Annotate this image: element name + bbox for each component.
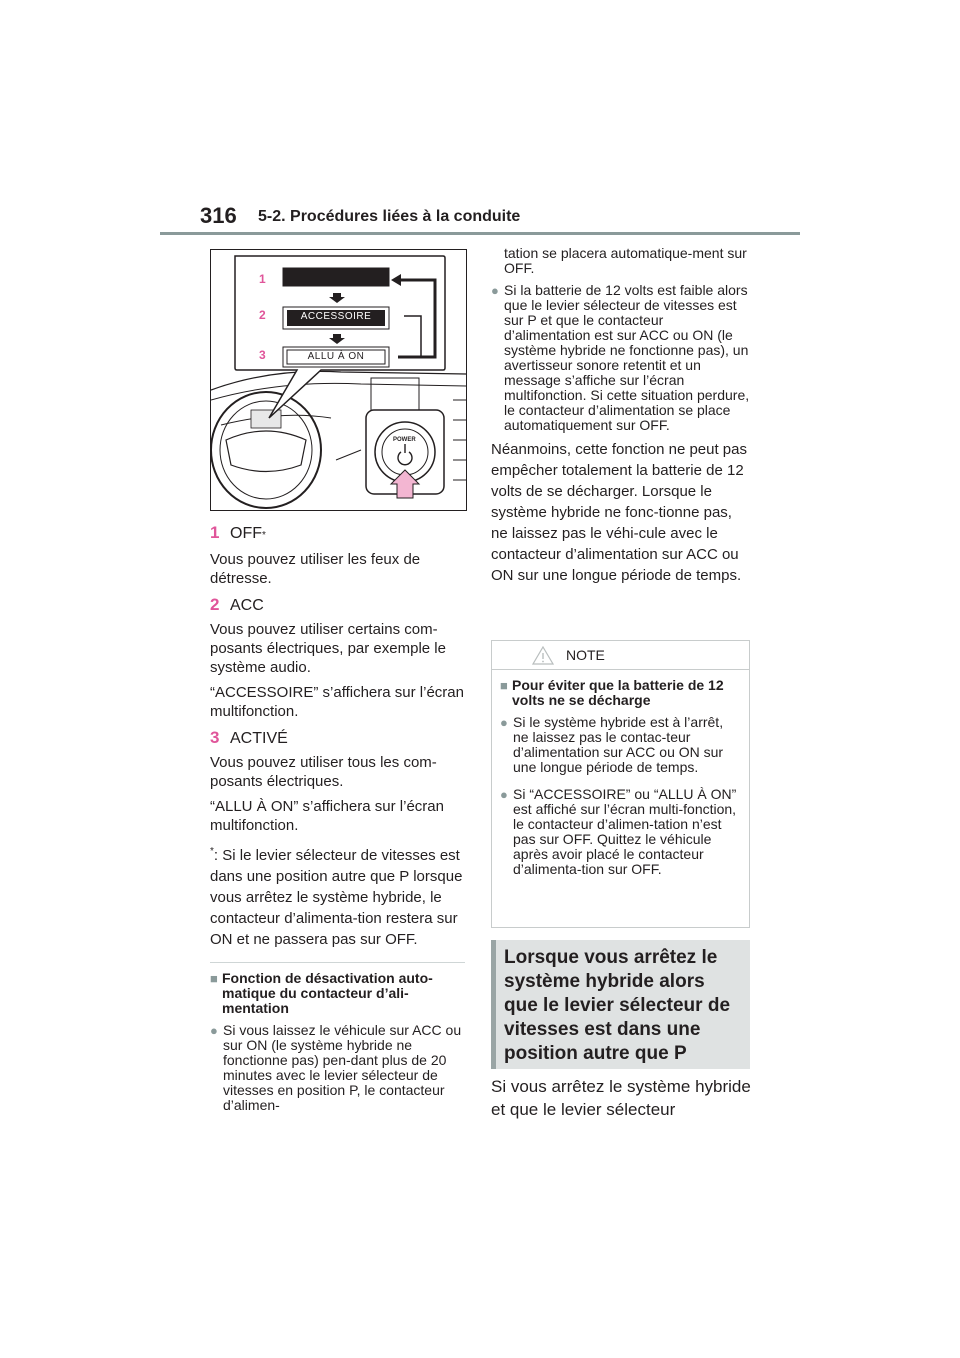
- footnote-mark: *: [210, 846, 214, 857]
- item-description: Vous pouvez utiliser certains com-posants électriques, par exemple le système audio.: [210, 621, 446, 676]
- footnote: [210, 841, 465, 950]
- item-title: OFF: [230, 525, 262, 542]
- auto-off-bullet-1-continued: [491, 246, 751, 276]
- right-column: [491, 246, 751, 601]
- display-allu-a-on: ALLU À ON: [307, 351, 365, 362]
- auto-off-heading: [210, 971, 465, 1016]
- section-heading-box: [491, 940, 750, 1069]
- figure-label-3: 3: [259, 348, 266, 362]
- item-description: Vous pouvez utiliser tous les com-posants électriques.: [210, 754, 437, 790]
- square-bullet-icon: ■: [500, 678, 508, 693]
- item-2: [210, 596, 465, 614]
- note-heading-text: Pour éviter que la batterie de 12 volts ne se décharge: [512, 677, 724, 708]
- section-title: 5-2. Procédures liées à la conduite: [258, 208, 521, 225]
- note-box: [491, 640, 750, 928]
- warning-triangle-icon: [532, 646, 554, 665]
- item-description: “ALLU À ON” s’affichera sur l’écran multifonction.: [210, 798, 444, 834]
- dashboard-drawing: [211, 250, 467, 511]
- circle-bullet-icon: ●: [500, 715, 508, 730]
- power-switch-illustration: [210, 249, 467, 511]
- auto-off-paragraph: Néanmoins, cette fonction ne peut pas empêcher totalement la batterie de 12 volts de se décharger. Lorsque le système hybride ne fonc-tionne pas, ne laissez pas le véhi-cule avec le contacteur d’alimentation sur ACC ou ON sur une longue période de temps.: [491, 441, 747, 584]
- item-3: [210, 729, 465, 747]
- display-accessoire: ACCESSOIRE: [300, 311, 372, 322]
- item-title: ACC: [230, 597, 264, 614]
- bullet-text: Si la batterie de 12 volts est faible alors que le levier sélecteur de vitesses est sur P et que le contacteur d’alimentation est sur ACC ou ON (le système hybride ne fonctionne pas), un avertisseur sonore retentit et un message s’affiche sur l’écran multifonction. Si cette situation perdure, le contacteur d’alimentation se place automatiquement sur OFF.: [504, 282, 750, 433]
- figure-label-2: 2: [259, 308, 266, 322]
- auto-off-bullet-1: [210, 1023, 465, 1113]
- bullet-text: Si “ACCESSOIRE” ou “ALLU À ON” est affiché sur l’écran multi-fonction, le contacteur d’alimen-tation n’est pas sur OFF. Quittez le véhicule après avoir placé le contacteur d’alimenta-tion sur OFF.: [513, 786, 737, 877]
- circle-bullet-icon: ●: [500, 787, 508, 802]
- auto-off-bullet-2: [491, 283, 751, 433]
- section-heading-text: Lorsque vous arrêtez le système hybride alors que le levier sélecteur de vitesses est dans une position autre que P: [504, 947, 731, 1064]
- note-header: [492, 641, 749, 670]
- item-description: Vous pouvez utiliser les feux de détresse.: [210, 551, 421, 587]
- square-bullet-icon: ■: [210, 971, 218, 986]
- power-button-label: POWER: [393, 437, 416, 443]
- item-number: 1: [210, 523, 220, 542]
- bullet-text: Si le système hybride est à l’arrêt, ne laissez pas le contac-teur d’alimentation sur ACC ou ON sur une longue période de temps.: [513, 714, 724, 775]
- footnote-mark: *: [262, 530, 266, 541]
- circle-bullet-icon: ●: [491, 283, 499, 298]
- bullet-text: tation se placera automatique-ment sur OFF.: [504, 245, 747, 276]
- note-bullet: [500, 715, 739, 775]
- auto-off-heading-text: Fonction de désactivation auto-matique du contacteur d’ali-mentation: [222, 970, 433, 1016]
- subsection-rule: [210, 962, 465, 963]
- footnote-text: : Si le levier sélecteur de vitesses est dans une position autre que P lorsque vous arrêtez le système hybride, le contacteur d’alimenta-tion restera sur ON et ne passera pas sur OFF.: [210, 847, 463, 948]
- item-description: “ACCESSOIRE” s’affichera sur l’écran multifonction.: [210, 684, 464, 720]
- item-1: [210, 524, 465, 544]
- item-number: 3: [210, 728, 220, 747]
- circle-bullet-icon: ●: [210, 1023, 218, 1038]
- bullet-text: Si vous laissez le véhicule sur ACC ou sur ON (le système hybride ne fonctionne pas) pen-dant plus de 20 minutes avec le levier sélecteur de vitesses en position P, le contacteur d’alimen-: [223, 1022, 462, 1113]
- closing-paragraph: Si vous arrêtez le système hybride et que le levier sélecteur: [491, 1077, 751, 1119]
- header-rule: [160, 232, 800, 235]
- note-heading: [500, 678, 739, 708]
- note-body: [492, 678, 749, 877]
- item-number: 2: [210, 595, 220, 614]
- item-title: ACTIVÉ: [230, 730, 288, 747]
- note-bullet: [500, 787, 739, 877]
- note-label: NOTE: [566, 647, 605, 663]
- figure-label-1: 1: [259, 272, 266, 286]
- left-column: [210, 520, 465, 1113]
- page-number: 316: [200, 203, 237, 228]
